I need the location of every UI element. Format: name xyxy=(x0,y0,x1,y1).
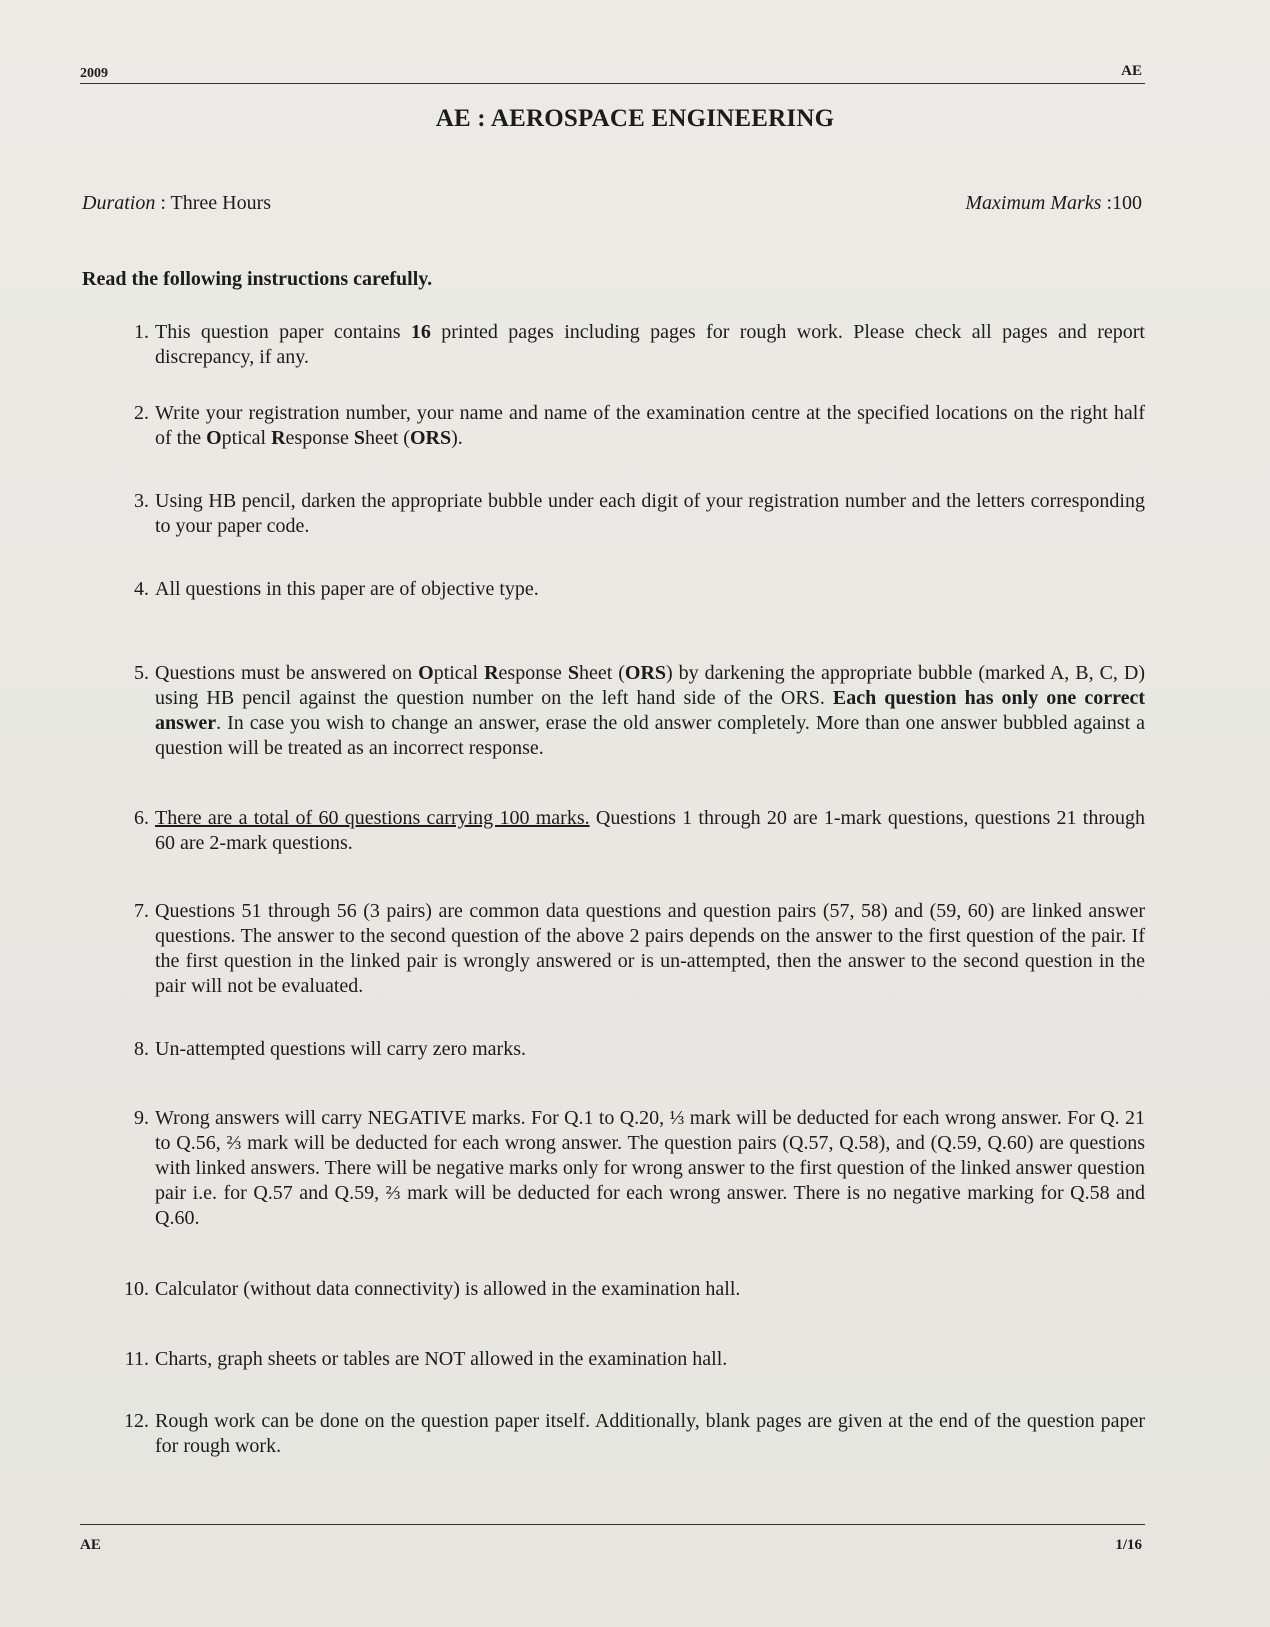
instruction-text: Wrong answers will carry NEGATIVE marks. For Q.1 to Q.20, ⅓ mark will be deducted for each wrong answer. For Q. 21 to Q.56, ⅔ mark will be deducted for each wrong answer. The question pairs (Q.57, Q.58), and (Q.59, Q.60) are questions with linked answers. There will be negative marks only for wrong answer to the first question of the linked answer question pair i.e. for Q.57 and Q.59, ⅔ mark will be deducted for each wrong answer. There is no negative marking for Q.58 and Q.60. xyxy=(155,1107,1145,1229)
instruction-number: 1. xyxy=(134,321,149,343)
instruction-text: This question paper contains 16 printed pages including pages for rough work. Please check all pages and report discrepancy, if any. xyxy=(155,321,1145,368)
instruction-number: 5. xyxy=(134,662,149,684)
instruction-item xyxy=(115,806,1145,856)
instruction-number: 6. xyxy=(134,807,149,829)
instruction-number: 9. xyxy=(134,1107,149,1129)
instruction-text: Rough work can be done on the question paper itself. Additionally, blank pages are given at the end of the question paper for rough work. xyxy=(155,1410,1145,1457)
instruction-item xyxy=(115,661,1145,761)
instruction-number: 8. xyxy=(134,1038,149,1060)
instruction-item xyxy=(115,320,1145,370)
instruction-number: 3. xyxy=(134,490,149,512)
footer-paper-code: AE xyxy=(80,1537,101,1553)
instruction-text: Un-attempted questions will carry zero marks. xyxy=(155,1038,526,1060)
instruction-text: There are a total of 60 questions carrying 100 marks. Questions 1 through 20 are 1-mark questions, questions 21 through 60 are 2-mark questions. xyxy=(155,807,1145,854)
instruction-number: 12. xyxy=(124,1410,149,1432)
instruction-number: 7. xyxy=(134,900,149,922)
instruction-text: Charts, graph sheets or tables are NOT allowed in the examination hall. xyxy=(155,1348,728,1370)
instruction-number: 10. xyxy=(124,1278,149,1300)
header-paper-code: AE xyxy=(1121,63,1142,79)
instruction-item xyxy=(115,1409,1145,1459)
instruction-number: 11. xyxy=(124,1348,149,1370)
instruction-item xyxy=(115,1037,1145,1062)
instruction-text: Write your registration number, your name and name of the examination centre at the specified locations on the right half of the Optical Response Sheet (ORS). xyxy=(155,402,1145,449)
instruction-text: Questions 51 through 56 (3 pairs) are common data questions and question pairs (57, 58) and (59, 60) are linked answer questions. The answer to the second question of the above 2 pairs depends on the answer to the first question of the pair. If the first question in the linked pair is wrongly answered or is un-attempted, then the answer to the second question in the pair will not be evaluated. xyxy=(155,900,1145,997)
duration-label: Duration xyxy=(82,192,156,214)
instructions-heading: Read the following instructions carefully. xyxy=(82,268,433,290)
maximum-marks-value: :100 xyxy=(1101,192,1142,214)
instruction-item xyxy=(115,1106,1145,1231)
instruction-number: 2. xyxy=(134,402,149,424)
instruction-item xyxy=(115,577,1145,602)
instruction-item xyxy=(115,401,1145,451)
duration-value: : Three Hours xyxy=(155,192,272,214)
instruction-item xyxy=(115,489,1145,539)
maximum-marks-label: Maximum Marks xyxy=(965,192,1102,214)
instruction-item xyxy=(115,899,1145,999)
instruction-text: Using HB pencil, darken the appropriate bubble under each digit of your registration number and the letters corresponding to your paper code. xyxy=(155,490,1145,537)
instruction-number: 4. xyxy=(134,578,149,600)
instruction-item xyxy=(115,1277,1145,1302)
footer-page-number: 1/16 xyxy=(1115,1537,1142,1553)
instruction-text: Questions must be answered on Optical Response Sheet (ORS) by darkening the appropriate bubble (marked A, B, C, D) using HB pencil against the question number on the left hand side of the ORS. Each question has only one correct answer. In case you wish to change an answer, erase the old answer completely. More than one answer bubbled against a question will be treated as an incorrect response. xyxy=(155,662,1145,759)
header-year: 2009 xyxy=(80,66,108,81)
instruction-text: Calculator (without data connectivity) is allowed in the examination hall. xyxy=(155,1278,741,1300)
footer-rule xyxy=(80,1524,1145,1525)
page-title: AE : AEROSPACE ENGINEERING xyxy=(435,105,835,132)
instruction-item xyxy=(115,1347,1145,1372)
instruction-text: All questions in this paper are of objective type. xyxy=(155,578,539,600)
